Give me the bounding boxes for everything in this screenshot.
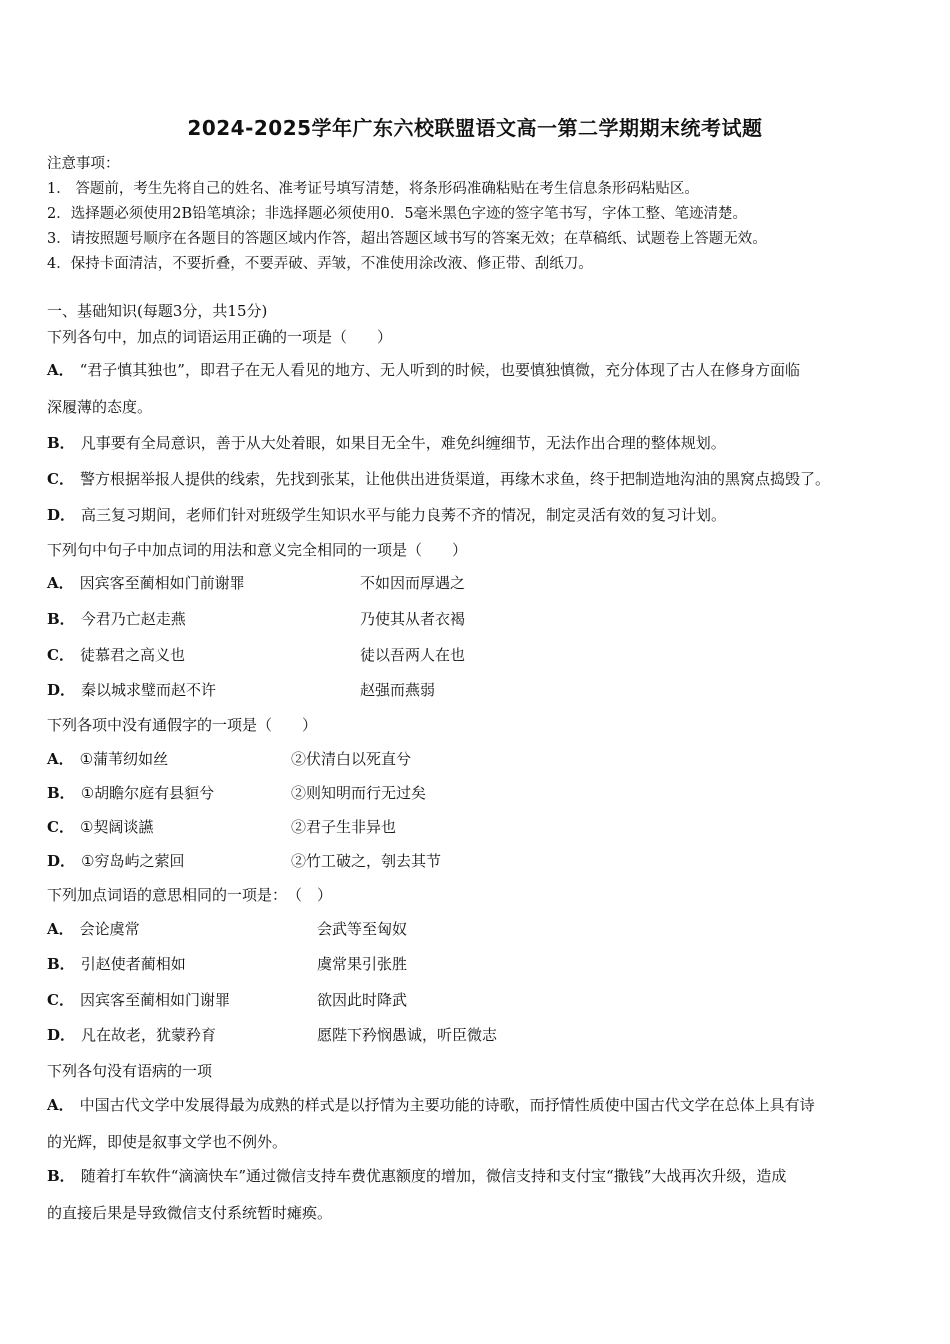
q2-option-b-right: 乃使其从者衣褐 [360, 610, 466, 628]
option-label: D． [47, 681, 76, 699]
page-title: 2024-2025学年广东六校联盟语文高一第二学期期末统考试题 [187, 116, 763, 140]
q4-option-b-right: 虞常果引张胜 [317, 955, 408, 973]
q3-option-d-right: ②竹工破之，刳去其节 [291, 852, 442, 870]
option-text: 中国古代文学中发展得最为成熟的样式是以抒情为主要功能的诗歌，而抒情性质使中国古代文学在总体上具有诗 [79, 1096, 815, 1114]
q4-option-b [47, 953, 186, 974]
option-text: 随着打车软件“滴滴快车”通过微信支持车费优惠额度的增加，微信支持和支付宝“撒钱”大战再次升级，造成 [80, 1167, 787, 1185]
option-label: B． [47, 955, 75, 973]
option-label: B． [47, 784, 75, 802]
option-text: “君子慎其独也”，即君子在无人看见的地方、无人听到的时候，也要慎独慎微，充分体现了古人在修身方面临 [79, 361, 800, 379]
q5-option-a [47, 1094, 815, 1115]
option-left: 因宾客至蔺相如门前谢罪 [79, 574, 245, 592]
option-left: ①蒲苇纫如丝 [79, 750, 169, 768]
q1-stem: 下列各句中，加点的词语运用正确的一项是（ ） [47, 328, 393, 346]
q4-option-a-right: 会武等至匈奴 [317, 920, 408, 938]
q2-option-a-right: 不如因而厚遇之 [360, 574, 466, 592]
option-text: 警方根据举报人提供的线索，先找到张某，让他供出进货渠道，再缘木求鱼，终于把制造地沟油的黑窝点捣毁了。 [79, 470, 830, 488]
option-left: 秦以城求璧而赵不许 [81, 681, 217, 699]
option-label: A． [47, 574, 74, 592]
q3-option-c-right: ②君子生非异也 [291, 818, 397, 836]
q5-option-b-cont: 的直接后果是导致微信支付系统暂时瘫痪。 [47, 1204, 333, 1222]
option-left: ①契阔谈讌 [79, 818, 154, 836]
option-text: 凡事要有全局意识，善于从大处着眼，如果目无全牛，难免纠缠细节，无法作出合理的整体规划。 [80, 434, 726, 452]
q2-option-c [47, 644, 185, 665]
option-label: B． [47, 610, 75, 628]
q1-option-c [47, 468, 830, 489]
q3-option-a [47, 748, 168, 769]
q3-option-b-right: ②则知明而行无过矣 [291, 784, 427, 802]
q3-option-b [47, 782, 214, 803]
option-left: 凡在故老，犹蒙矜育 [81, 1026, 217, 1044]
q2-option-a [47, 572, 245, 593]
notice-item-4: 4．保持卡面清洁，不要折叠，不要弄破、弄皱，不准使用涂改液、修正带、刮纸刀。 [47, 256, 593, 272]
q2-option-d [47, 679, 216, 700]
option-label: D． [47, 506, 76, 524]
option-label: A． [47, 750, 74, 768]
option-label: A． [47, 1096, 74, 1114]
option-label: B． [47, 434, 75, 452]
option-label: A． [47, 361, 74, 379]
q4-option-c [47, 989, 230, 1010]
option-label: C． [47, 991, 74, 1009]
notice-item-1: 1． 答题前，考生先将自己的姓名、准考证号填写清楚，将条形码准确粘贴在考生信息条形码粘贴区。 [47, 181, 699, 197]
q2-option-d-right: 赵强而燕弱 [360, 681, 436, 699]
q5-option-a-cont: 的光辉，即使是叙事文学也不例外。 [47, 1133, 288, 1151]
q3-option-c [47, 816, 153, 837]
option-label: D． [47, 852, 76, 870]
q2-option-c-right: 徒以吾两人在也 [360, 646, 466, 664]
option-label: C． [47, 470, 74, 488]
q1-option-d [47, 504, 726, 525]
option-left: 因宾客至蔺相如门谢罪 [79, 991, 230, 1009]
q1-option-a [47, 359, 800, 380]
q4-option-c-right: 欲因此时降武 [317, 991, 408, 1009]
option-label: D． [47, 1026, 76, 1044]
option-left: 会论虞常 [79, 920, 140, 938]
option-label: B． [47, 1167, 75, 1185]
q2-option-b [47, 608, 186, 629]
section-heading: 一、基础知识(每题3分，共15分) [47, 302, 268, 320]
notice-heading: 注意事项： [47, 156, 120, 172]
q4-stem: 下列加点词语的意思相同的一项是： （ ） [47, 886, 333, 904]
option-label: A． [47, 920, 74, 938]
q5-stem: 下列各句没有语病的一项 [47, 1062, 213, 1080]
option-label: C． [47, 646, 74, 664]
option-left: 徒慕君之高义也 [79, 646, 185, 664]
option-left: ①穷岛屿之萦回 [81, 852, 185, 870]
q5-option-b [47, 1165, 786, 1186]
q3-option-a-right: ②伏清白以死直兮 [291, 750, 412, 768]
q2-stem: 下列句中句子中加点词的用法和意义完全相同的一项是（ ） [47, 541, 468, 559]
q3-stem: 下列各项中没有通假字的一项是（ ） [47, 716, 318, 734]
notice-item-3: 3．请按照题号顺序在各题目的答题区域内作答，超出答题区域书写的答案无效；在草稿纸、试题卷上答题无效。 [47, 231, 767, 247]
option-text: 高三复习期间，老师们针对班级学生知识水平与能力良莠不齐的情况，制定灵活有效的复习计划。 [81, 506, 727, 524]
q4-option-d [47, 1024, 216, 1045]
option-label: C． [47, 818, 74, 836]
option-left: 今君乃亡赵走燕 [80, 610, 186, 628]
q4-option-a [47, 918, 140, 939]
option-left: ①胡瞻尔庭有县貆兮 [80, 784, 215, 802]
q1-option-a-cont: 深履薄的态度。 [47, 398, 153, 416]
q1-option-b [47, 432, 726, 453]
q3-option-d [47, 850, 184, 871]
notice-item-2: 2．选择题必须使用2B铅笔填涂；非选择题必须使用0．5毫米黑色字迹的签字笔书写，字体工整、笔迹清楚。 [47, 206, 748, 222]
option-left: 引赵使者蔺相如 [80, 955, 186, 973]
q4-option-d-right: 愿陛下矜悯愚诚，听臣微志 [317, 1026, 498, 1044]
